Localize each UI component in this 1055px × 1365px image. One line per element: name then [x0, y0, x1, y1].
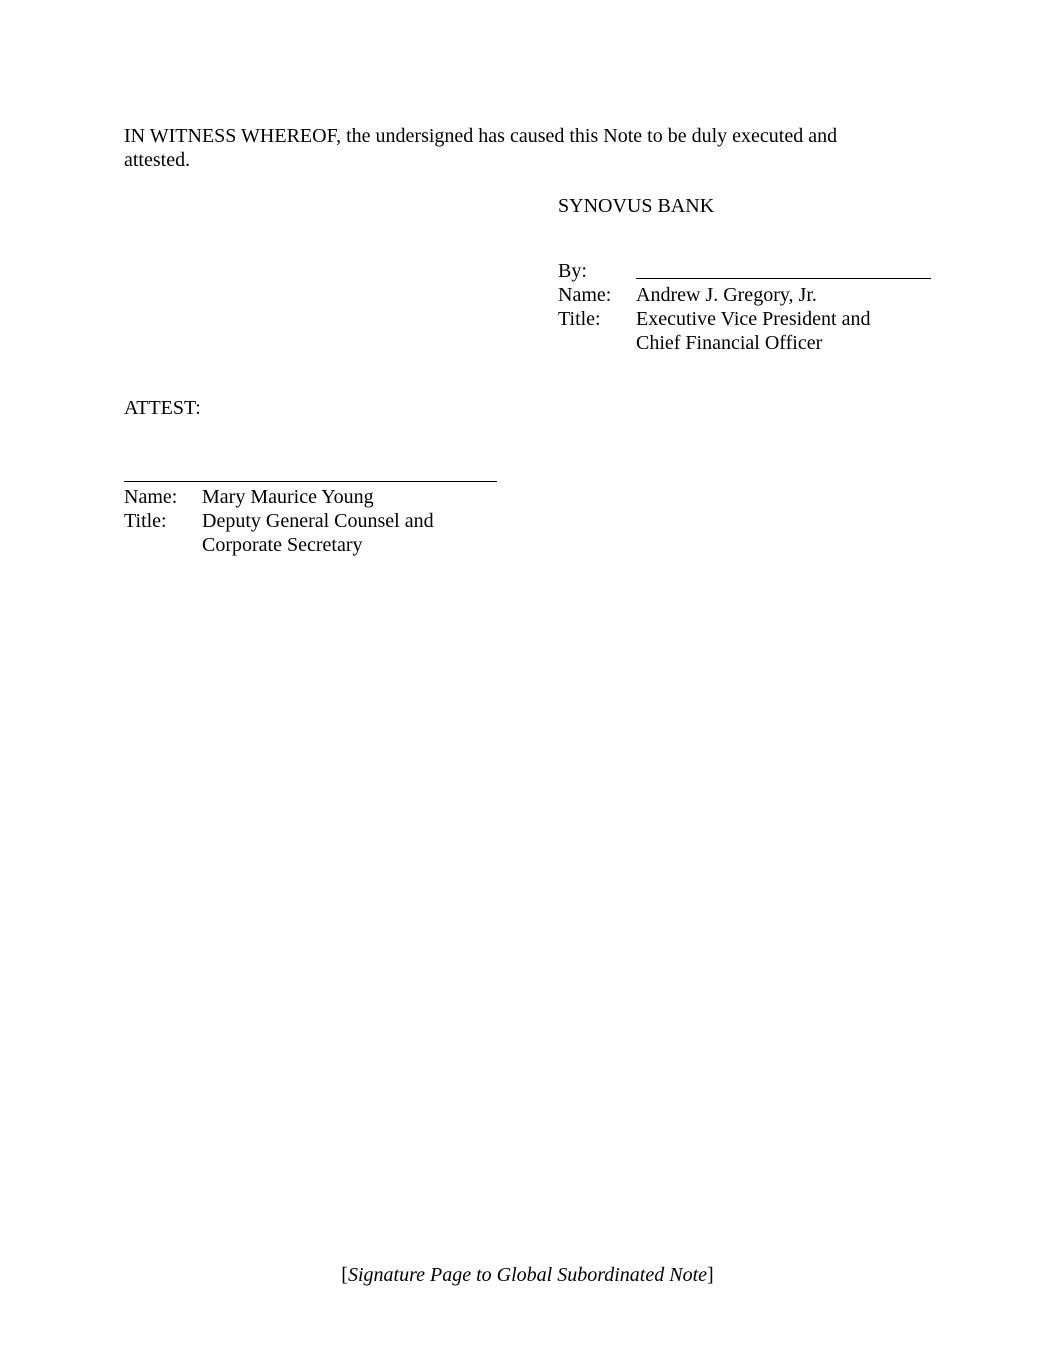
by-label: By: — [558, 260, 587, 282]
witness-paragraph: IN WITNESS WHEREOF, the undersigned has caused this Note to be duly executed and attested. — [124, 125, 838, 171]
attest-label: ATTEST: — [124, 397, 201, 419]
bank-title-label: Title: — [558, 308, 601, 330]
attest-signer-title-line2: Corporate Secretary — [202, 534, 363, 556]
footer-caption: Signature Page to Global Subordinated Note — [347, 1264, 708, 1286]
bank-name: SYNOVUS BANK — [558, 195, 715, 217]
attest-name-label: Name: — [124, 486, 178, 508]
footer-close-bracket: ] — [707, 1264, 714, 1286]
attest-signature-line — [124, 481, 497, 482]
bank-signer-title-line1: Executive Vice President and — [636, 308, 871, 330]
bank-signer-title-line2: Chief Financial Officer — [636, 332, 823, 354]
footer-open-bracket: [ — [341, 1264, 348, 1286]
page-footer — [0, 1263, 1055, 1287]
attest-signer-title-line1: Deputy General Counsel and — [202, 510, 434, 532]
bank-name-label: Name: — [558, 284, 612, 306]
bank-signer-name: Andrew J. Gregory, Jr. — [636, 284, 817, 306]
attest-signer-name: Mary Maurice Young — [202, 486, 374, 508]
bank-signature-line — [636, 278, 931, 279]
attest-title-label: Title: — [124, 510, 167, 532]
